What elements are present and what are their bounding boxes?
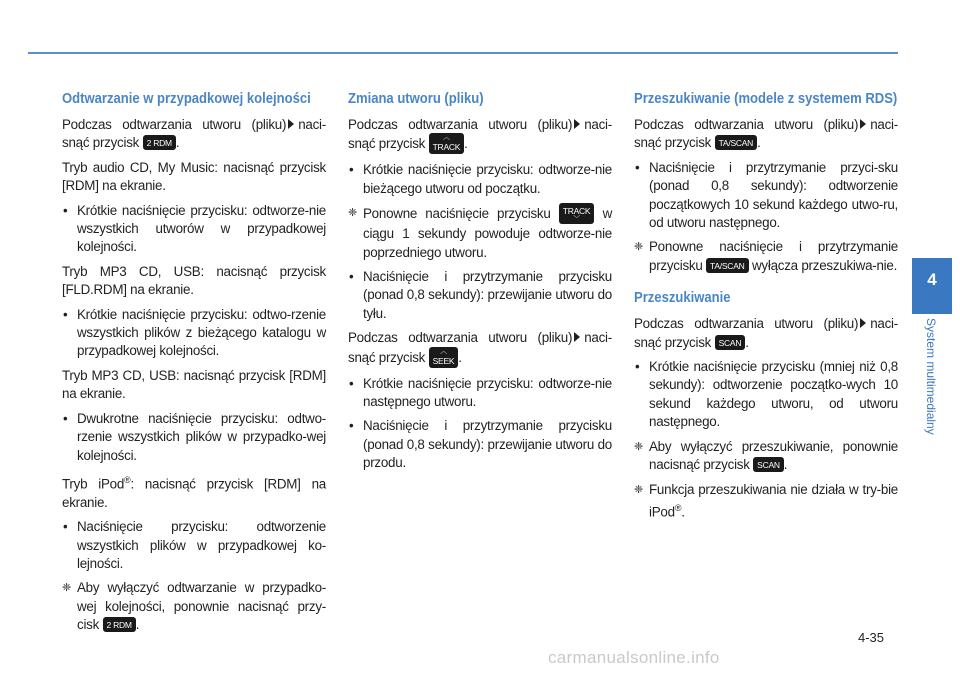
note-item: ❈ Aby wyłączyć odtwarzanie w przypadko-wej kolejności, ponownie nacisnąć przy-cisk 2 RDM .: [62, 579, 326, 634]
rdm-button-icon: 2 RDM: [103, 617, 136, 632]
arrow-right-icon: [574, 119, 580, 129]
chevron-down-icon: ﹀: [573, 216, 580, 224]
section-title-random: Odtwarzanie w przypadkowej kolejności: [62, 91, 311, 107]
ta-scan-button-icon: TA/SCAN: [706, 258, 748, 273]
rdm-button-icon: 2 RDM: [143, 135, 176, 150]
bullet-item: • Krótkie naciśnięcie przycisku: odtworze-nie wszystkich utworów w przypadkowej kolejności.: [62, 202, 326, 257]
paragraph: Podczas odtwarzania utworu (pliku) naci-snąć przycisk TA/SCAN .: [634, 117, 898, 151]
bullet-item: • Krótkie naciśnięcie przycisku: odtworze-nie bieżącego utworu od początku.: [348, 161, 612, 198]
paragraph: Podczas odtwarzania utworu (pliku) naci-snąć przycisk ︿ SEEK .: [348, 330, 612, 366]
arrow-right-icon: [288, 119, 294, 129]
ta-scan-button-icon: TA/SCAN: [715, 135, 757, 150]
column-random-play: [62, 90, 326, 641]
watermark: carmanualsonline.info: [548, 648, 720, 667]
paragraph: Tryb iPod®: nacisnąć przycisk [RDM] na ekranie.: [62, 474, 327, 510]
section-title-scan-rds: Przeszukiwanie (modele z systemem RDS): [634, 91, 898, 107]
chapter-label: System multimedialny: [924, 318, 938, 435]
registered-mark: ®: [124, 474, 131, 485]
scan-button-icon: SCAN: [753, 457, 784, 472]
arrow-right-icon: [574, 332, 580, 342]
bullet-item: • Naciśnięcie i przytrzymanie przyci-sku (ponad 0,8 sekundy): odtworzenie początkowych 10 sekund każdego utwo-ru, od utworu następnego.: [634, 159, 898, 233]
paragraph: Tryb MP3 CD, USB: nacisnąć przycisk [RDM] na ekranie.: [62, 367, 326, 402]
paragraph: Podczas odtwarzania utworu (pliku) naci-snąć przycisk ︿ TRACK .: [348, 117, 612, 153]
arrow-right-icon: [860, 318, 866, 328]
page-number: 4-35: [858, 630, 885, 645]
registered-mark: ®: [674, 502, 682, 513]
bullet-item: • Krótkie naciśnięcie przycisku (mniej niż 0,8 sekundy): odtworzenie początko-wych 10 sekund każdego utworu, od utworu następnego.: [634, 358, 898, 432]
paragraph: Podczas odtwarzania utworu (pliku) naci-snąć przycisk 2 RDM .: [62, 117, 326, 151]
bullet-item: • Naciśnięcie i przytrzymanie przycisku (ponad 0,8 sekundy): przewijanie utworu do tyłu.: [348, 268, 612, 323]
bullet-item: • Naciśnięcie i przytrzymanie przycisku (ponad 0,8 sekundy): przewijanie utworu do przodu.: [348, 417, 612, 472]
header-rule: [28, 52, 898, 54]
bullet-item: • Naciśnięcie przycisku: odtworzenie wszystkich plików w przypadkowej ko-lejności.: [62, 518, 326, 573]
chevron-up-icon: ︿: [440, 347, 447, 355]
column-scan: [634, 90, 898, 528]
chevron-up-icon: ︿: [443, 134, 450, 142]
section-title-track: Zmiana utworu (pliku): [348, 91, 484, 107]
paragraph: Tryb MP3 CD, USB: nacisnąć przycisk [FLD.RDM] na ekranie.: [62, 263, 326, 298]
section-title-scan: Przeszukiwanie: [634, 290, 731, 307]
note-item: ❈ Aby wyłączyć przeszukiwanie, ponownie nacisnąć przycisk SCAN .: [634, 438, 898, 475]
paragraph: Podczas odtwarzania utworu (pliku) naci-snąć przycisk SCAN .: [634, 316, 898, 350]
note-item: ❈ Ponowne naciśnięcie i przytrzymanie przycisku TA/SCAN wyłącza przeszukiwa-nie.: [634, 238, 898, 275]
column-track-change: [348, 90, 612, 479]
bullet-item: • Dwukrotne naciśnięcie przycisku: odtwo-rzenie wszystkich plików w przypadko-wej kolejności.: [62, 410, 326, 465]
seek-up-button-icon: ︿ SEEK: [429, 347, 459, 368]
bullet-item: • Krótkie naciśnięcie przycisku: odtworze-nie następnego utworu.: [348, 375, 612, 412]
note-item: ❈ Ponowne naciśnięcie przycisku TRACK ﹀ w ciągu 1 sekundy powoduje odtworze-nie poprzedniego utworu.: [348, 204, 612, 262]
scan-button-icon: SCAN: [715, 335, 746, 350]
chapter-number: 4: [927, 270, 937, 289]
arrow-right-icon: [860, 119, 866, 129]
track-down-button-icon: TRACK ﹀: [559, 203, 595, 224]
track-up-button-icon: ︿ TRACK: [429, 133, 465, 154]
note-item: ❈ Funkcja przeszukiwania nie działa w try-bie iPod®.: [634, 481, 898, 522]
bullet-item: • Krótkie naciśnięcie przycisku: odtwo-rzenie wszystkich plików z bieżącego katalogu w przypadkowej kolejności.: [62, 306, 326, 361]
paragraph: Tryb audio CD, My Music: nacisnąć przycisk [RDM] na ekranie.: [62, 159, 326, 194]
